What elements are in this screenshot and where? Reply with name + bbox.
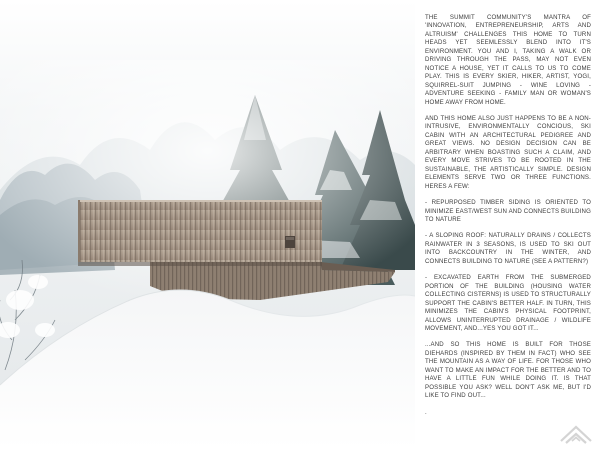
trailing-dot: . [425, 408, 427, 416]
description-column [425, 14, 591, 419]
bullet-excavated-earth: - EXCAVATED EARTH FROM THE SUBMERGED PORTION OF THE BUILDING (HOUSING WATER COLLECTING CISTERNS) IS USED TO STRUCTURALLY SUPPORT THE CABIN'S BETTER HALF. IN TURN, THIS MINIMIZES THE CABIN'S PHYSICAL FOOTPRINT, ALLOWS UNINTERRUPTED DRAINAGE / WILDLIFE MOVEMENT, AND...YES YOU GOT IT... [425, 274, 591, 332]
bullet-sloping-roof: - A SLOPING ROOF: NATURALLY DRAINS / COLLECTS RAINWATER IN 3 SEASONS, IS USED TO SKI OUT INTO BACKCOUNTRY IN THE WINTER, AND CONNECTS BUILDING TO NATURE (SEE A PATTERN?) [425, 232, 591, 265]
paragraph-cabin: AND THIS HOME ALSO JUST HAPPENS TO BE A NON-INTRUSIVE, ENVIRONMENTALLY CONCIOUS, SKI CABIN WITH AN ARCHITECTURAL PEDIGREE AND GREAT VIEWS. NO DESIGN DECISION CAN BE ARBITRARY WHEN BOASTING SUCH A CLAIM, AND EVERY MOVE STRIVES TO BE ROOTED IN THE SUSTAINABLE, THE ARTISTICALLY SIMPLE. DESIGN ELEMENTS SERVE TWO OR THREE FUNCTIONS. HERES A FEW: [425, 114, 591, 190]
paragraph-intro: THE SUMMIT COMMUNITY'S MANTRA OF 'INNOVATION, ENTREPRENEURSHIP, ARTS AND ALTRUISM' CHALLENGES THIS HOME TO TURN HEADS YET SEEMLESSLY BLEND INTO IT'S ENVIRONMENT. YOU AND I, TAKING A WALK OR DRIVING THROUGH THE PASS, MAY NOT EVEN NOTICE A HOUSE, YET IT CALLS TO US TO COME PLAY. THIS IS EVERY SKIER, HIKER, ARTIST, YOGI, SQUIRREL-SUIT JUMPING - WINE LOVING - ADVENTURE SEEKING - FAMILY MAN OR WOMAN'S HOME AWAY FROM HOME. [425, 14, 591, 106]
chevron-logo-icon [560, 422, 592, 444]
bullet-timber-siding: - REPURPOSED TIMBER SIDING IS ORIENTED TO MINIMIZE EAST/WEST SUN AND CONNECTS BUILDING TO NATURE [425, 199, 591, 223]
paragraph-closing: ...AND SO THIS HOME IS BUILT FOR THOSE DIEHARDS (INSPIRED BY THEM IN FACT) WHO SEE THE MOUNTAIN AS A WAY OF LIFE. FOR THOSE WHO WANT TO MAKE AN IMPACT FOR THE BETTER AND TO HAVE A LITTLE FUN WHILE DOING IT. IS THAT POSSIBLE YOU ASK? WELL DON'T ASK ME, BUT I'D LIKE TO FIND OUT... [425, 341, 591, 400]
